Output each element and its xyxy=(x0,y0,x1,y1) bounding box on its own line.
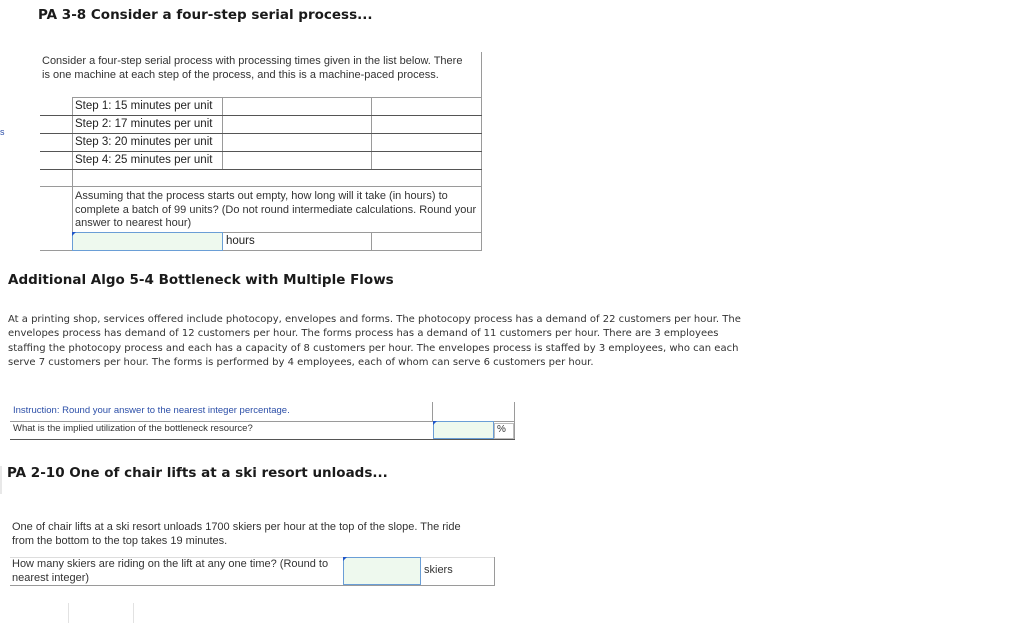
q1-table-left-border xyxy=(72,97,73,251)
q3-question: How many skiers are riding on the lift at any one time? (Round to nearest integer) xyxy=(12,558,329,584)
q3-row-divider xyxy=(133,603,134,623)
q2-unit-label: % xyxy=(497,424,506,435)
q1-row-line xyxy=(40,186,482,187)
q1-step-4: Step 4: 25 minutes per unit xyxy=(75,154,213,166)
q1-unit-divider xyxy=(371,232,372,251)
q1-step-2: Step 2: 17 minutes per unit xyxy=(75,118,213,130)
q3-answer-input[interactable] xyxy=(343,557,421,585)
q1-question: Assuming that the process starts out empty, how long will it take (in hours) to complete a batch of 99 units? (Do not round intermediate calculations. Round your answer to nearest hour) xyxy=(75,190,477,229)
q3-body: One of chair lifts at a ski resort unloads 1700 skiers per hour at the top of the slope. The ride from the bottom to the top takes 19 minutes. xyxy=(12,521,461,547)
q3-unit-label: skiers xyxy=(424,564,453,576)
q1-row-line xyxy=(40,169,482,170)
q1-unit-label: hours xyxy=(226,235,255,247)
q1-step-1: Step 1: 15 minutes per unit xyxy=(75,100,213,112)
q3-row-divider xyxy=(68,603,69,623)
q2-instruction: Instruction: Round your answer to the nearest integer percentage. xyxy=(13,405,290,416)
q3-row-divider xyxy=(494,557,495,586)
q1-title: PA 3-8 Consider a four-step serial process... xyxy=(38,7,373,23)
q2-body: At a printing shop, services offered include photocopy, envelopes and forms. The photocopy process has a demand of 22 customers per hour. The envelopes process has demand of 12 customers per hour. The forms process has a demand of 11 customers per hour. There are 3 employees staffing the photocopy process and each has a capacity of 8 customers per hour. The envelopes process is staffed by 3 employees, who can each serve 7 customers per hour. The forms is performed by 4 employees, each of whom can serve 6 customers per hour. xyxy=(8,314,741,368)
q2-row-line xyxy=(10,439,515,440)
q3-title: PA 2-10 One of chair lifts at a ski resort unloads... xyxy=(7,465,388,481)
q1-step-3: Step 3: 20 minutes per unit xyxy=(75,136,213,148)
margin-fragment: s xyxy=(0,127,5,137)
margin-bar xyxy=(0,466,2,494)
q2-question: What is the implied utilization of the bottleneck resource? xyxy=(13,423,253,434)
q2-title: Additional Algo 5-4 Bottleneck with Multiple Flows xyxy=(8,272,394,288)
q2-row-divider xyxy=(432,402,433,421)
q1-answer-input[interactable] xyxy=(72,232,223,251)
q2-answer-input[interactable] xyxy=(433,421,494,439)
q1-intro: Consider a four-step serial process with processing times given in the list below. There is one machine at each step of the process, and this is a machine-paced process. xyxy=(42,55,463,81)
q3-row-line xyxy=(10,585,494,586)
